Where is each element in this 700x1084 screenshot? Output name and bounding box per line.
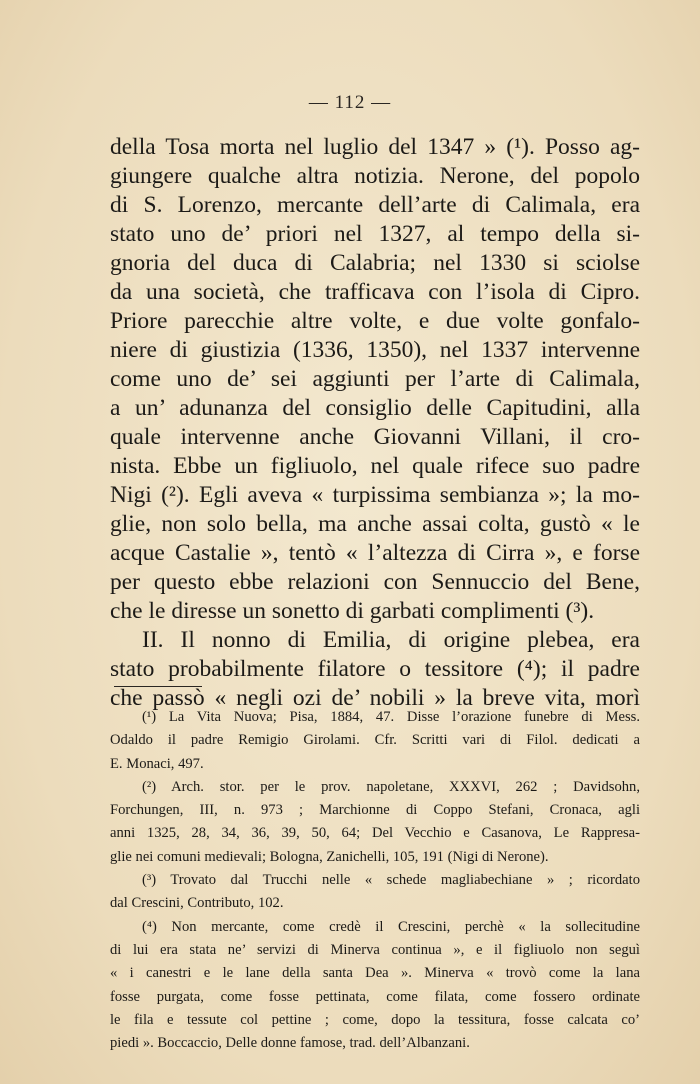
body-line: glie, non solo bella, ma anche assai colta, gustò « le bbox=[110, 511, 640, 537]
footnote-line: piedi ». Boccaccio, Delle donne famose, trad. dell’Albanzani. bbox=[110, 1035, 470, 1052]
body-line: che le diresse un sonetto di garbati complimenti (³). bbox=[110, 598, 595, 624]
footnote-line: glie nei comuni medievali; Bologna, Zanichelli, 105, 191 (Nigi di Nerone). bbox=[110, 848, 549, 865]
footnote-1 bbox=[110, 706, 640, 776]
body-line: acque Castalie », tentò « l’altezza di Cirra », e forse bbox=[110, 540, 640, 566]
body-line: per questo ebbe relazioni con Sennuccio del Bene, bbox=[110, 569, 640, 595]
footnote-line: Odaldo il padre Remigio Girolami. Cfr. Scritti vari di Filol. dedicati a bbox=[110, 732, 640, 749]
body-line: Nigi (²). Egli aveva « turpissima sembianza »; la mo- bbox=[110, 482, 640, 508]
footnote-line: anni 1325, 28, 34, 36, 39, 50, 64; Del Vecchio e Casanova, Le Rappresa- bbox=[110, 825, 640, 842]
body-line: Priore parecchie altre volte, e due volte gonfalo- bbox=[110, 308, 640, 334]
body-line: II. Il nonno di Emilia, di origine plebea, era bbox=[142, 627, 640, 653]
footnote-line: di lui era stata ne’ servizi di Minerva continua », e il figliuolo non seguì bbox=[110, 941, 640, 958]
body-line: stato uno de’ priori nel 1327, al tempo della si- bbox=[110, 221, 640, 247]
body-line: gnoria del duca di Calabria; nel 1330 si sciolse bbox=[110, 250, 640, 276]
footnote-line: fosse purgata, come fosse pettinata, come filata, come fossero ordinate bbox=[110, 988, 640, 1005]
footnote-line: « i canestri e le lane della santa Dea ». Minerva « trovò come la lana bbox=[110, 965, 640, 982]
footnote-line: (³) Trovato dal Trucchi nelle « schede magliabechiane » ; ricordato bbox=[142, 872, 640, 889]
body-line: niere di giustizia (1336, 1350), nel 1337 intervenne bbox=[110, 337, 640, 363]
body-line: a un’ adunanza del consiglio delle Capitudini, alla bbox=[110, 395, 640, 421]
body-text bbox=[110, 133, 640, 713]
footnote-3 bbox=[110, 869, 640, 916]
footnote-2 bbox=[110, 776, 640, 869]
body-line: stato probabilmente filatore o tessitore (⁴); il padre bbox=[110, 656, 640, 682]
body-line: da una società, che trafficava con l’isola di Cipro. bbox=[110, 279, 640, 305]
footnote-line: E. Monaci, 497. bbox=[110, 755, 204, 772]
footnote-separator bbox=[114, 686, 202, 687]
footnotes bbox=[110, 706, 640, 1055]
body-line: quale intervenne anche Giovanni Villani, il cro- bbox=[110, 424, 640, 450]
footnote-4 bbox=[110, 916, 640, 1056]
body-line: come uno de’ sei aggiunti per l’arte di Calimala, bbox=[110, 366, 640, 392]
body-line: giungere qualche altra notizia. Nerone, del popolo bbox=[110, 163, 640, 189]
footnote-line: (²) Arch. stor. per le prov. napoletane, XXXVI, 262 ; Davidsohn, bbox=[142, 778, 640, 795]
page-number: — 112 — bbox=[308, 92, 392, 113]
body-line: di S. Lorenzo, mercante dell’arte di Calimala, era bbox=[110, 192, 640, 218]
body-line: della Tosa morta nel luglio del 1347 » (¹). Posso ag- bbox=[110, 134, 640, 160]
body-line: che passò « negli ozi de’ nobili » la breve vita, morì bbox=[110, 685, 640, 711]
footnote-line: le fila e tessute col pettine ; come, dopo la tessitura, fosse calcata co’ bbox=[110, 1011, 640, 1028]
footnote-line: dal Crescini, Contributo, 102. bbox=[110, 895, 284, 912]
footnote-line: Forchungen, III, n. 973 ; Marchionne di Coppo Stefani, Cronaca, agli bbox=[110, 802, 640, 819]
body-line: nista. Ebbe un figliuolo, nel quale rifece suo padre bbox=[110, 453, 640, 479]
footnote-line: (⁴) Non mercante, come credè il Crescini, perchè « la sollecitudine bbox=[142, 918, 640, 935]
footnote-line: (¹) La Vita Nuova; Pisa, 1884, 47. Disse l’orazione funebre di Mess. bbox=[142, 709, 640, 725]
